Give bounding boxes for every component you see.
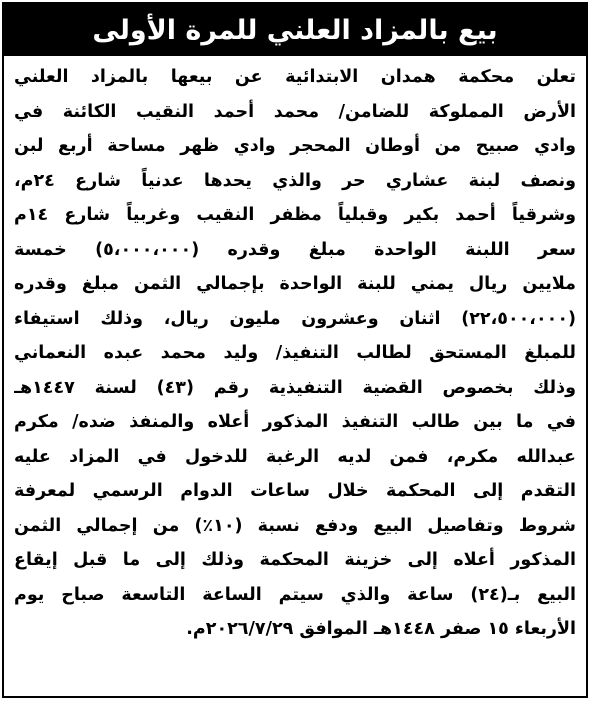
notice-line: ونصف لبنة عشاري حر والذي يحدها عدنياً شارع ٢٤م، xyxy=(14,170,576,191)
notice-line: وشرقياً أحمد بكير وقبلياً مظفر النقيب وغربياً شارع ١٤م xyxy=(14,205,576,225)
notice-line: عبدالله مكرم، فمن لديه الرغبة للدخول في المزاد عليه xyxy=(14,446,576,467)
notice-line: سعر اللبنة الواحدة مبلغ وقدره (٥،٠٠٠،٠٠٠) خمسة xyxy=(14,239,576,260)
notice-line: المذكور أعلاه إلى خزينة المحكمة وذلك إلى ما قبل إيقاع xyxy=(14,550,576,570)
notice-line: التقدم إلى المحكمة خلال ساعات الدوام الرسمي لمعرفة xyxy=(14,481,576,501)
notice-line: في ما بين طالب التنفيذ المذكور أعلاه والمنفذ ضده/ مكرم xyxy=(14,412,576,432)
title-bar xyxy=(4,4,586,56)
notice-line: للمبلغ المستحق لطالب التنفيذ/ وليد محمد عبده النعماني xyxy=(14,343,576,363)
notice-line: الأرض المملوكة للضامن/ محمد أحمد النقيب الكائنة في xyxy=(14,101,576,122)
notice-body xyxy=(14,60,576,690)
notice-line: وادي صبيح من أوطان المحجر وادي ظهر مساحة أربع لبن xyxy=(14,136,576,156)
notice-title: بيع بالمزاد العلني للمرة الأولى xyxy=(92,14,498,46)
notice-line: شروط وتفاصيل البيع ودفع نسبة (١٠٪) من إجمالي الثمن xyxy=(14,515,576,536)
auction-notice xyxy=(2,2,588,698)
notice-line: وذلك بخصوص القضية التنفيذية رقم (٤٣) لسنة ١٤٤٧هـ xyxy=(14,377,576,398)
notice-line: تعلن محكمة همدان الابتدائية عن بيعها بالمزاد العلني xyxy=(14,67,576,87)
notice-line-last: الأربعاء ١٥ صفر ١٤٤٨هـ الموافق ٢٠٢٦/٧/٢٩م. xyxy=(186,619,576,639)
notice-line: ملايين ريال يمني للبنة الواحدة بإجمالي الثمن مبلغ وقدره xyxy=(14,274,576,294)
notice-line: (٢٢،٥٠٠،٠٠٠) اثنان وعشرون مليون ريال، وذلك استيفاء xyxy=(14,308,576,329)
notice-line: البيع بـ(٢٤) ساعة والذي سيتم الساعة التاسعة صباح يوم xyxy=(14,584,576,605)
